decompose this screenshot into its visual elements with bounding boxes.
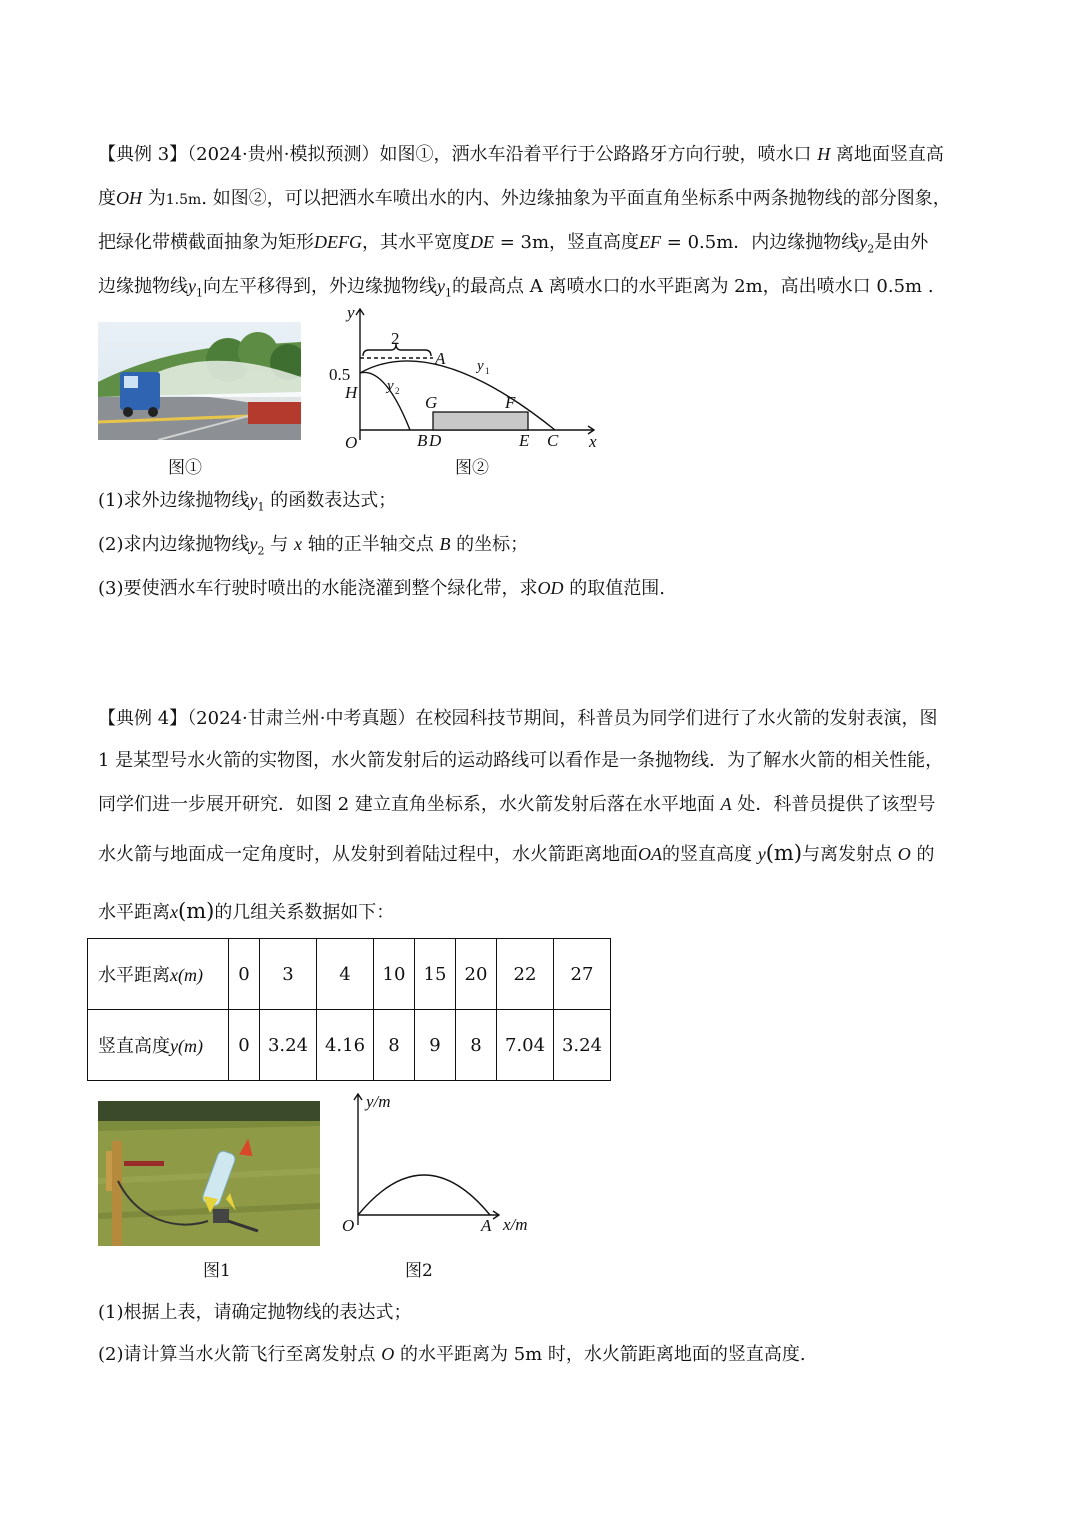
ex3-var: y <box>249 490 258 510</box>
ex3-text: = 3m，竖直高度 <box>499 232 640 253</box>
ex3-value: 1.5m <box>165 192 202 208</box>
ex3-line-1 <box>98 140 944 166</box>
ex4-diag-y: y/m <box>366 1092 391 1111</box>
ex4-source: （2024·甘肃兰州·中考真题） <box>187 708 416 729</box>
ex3-text: ，其水平宽度 <box>362 232 470 253</box>
ex3-diag-G: G <box>425 393 438 412</box>
ex3-text: 边缘抛物线 <box>98 276 188 297</box>
ex3-tag: 【典例 3】 <box>98 144 188 165</box>
table-cell: 4.16 <box>317 1010 374 1081</box>
ex3-question-1 <box>98 486 396 514</box>
ex4-parabola <box>358 1175 490 1215</box>
table-cell: 9 <box>415 1010 456 1081</box>
table-cell: 7.04 <box>497 1010 554 1081</box>
table-row-y-header <box>88 1010 229 1081</box>
table-cell: 8 <box>374 1010 415 1081</box>
ex3-diag-half: 0.5 <box>329 365 351 384</box>
table-cell: 22 <box>497 939 554 1010</box>
ex3-text: 的坐标； <box>456 534 529 555</box>
ex3-line-2 <box>98 184 951 210</box>
ex3-diag-y2-sub: 2 <box>395 386 400 396</box>
table-row-x-header <box>88 939 229 1010</box>
ex4-text: 的 <box>916 844 935 865</box>
ex4-tag: 【典例 4】 <box>98 708 188 729</box>
ex3-text: 把绿化带横截面抽象为矩形 <box>98 232 314 253</box>
table-cell: 0 <box>229 1010 260 1081</box>
ex3-sub: 1 <box>196 286 203 300</box>
table-cell: 0 <box>229 939 260 1010</box>
ex4-diagram <box>330 1085 545 1245</box>
table-cell: 27 <box>554 939 611 1010</box>
ex3-text: 度 <box>98 188 116 209</box>
table-x-unit: (m) <box>178 965 203 985</box>
ex4-text: 1 是某型号水火箭的实物图，水火箭发射后的运动路线可以看作是一条抛物线．为了解水火箭的相关性能， <box>98 750 944 771</box>
ex4-var: O <box>897 844 911 864</box>
ex4-text: 的竖直高度 <box>662 844 752 865</box>
ex3-line-3 <box>98 228 928 256</box>
ex4-var: OA <box>638 844 662 864</box>
ex3-text: 如图①，洒水车沿着平行于公路路牙方向行驶，喷水口 <box>379 144 812 165</box>
ex4-diag-x: x/m <box>503 1215 528 1234</box>
ex3-curve-y2 <box>360 372 410 430</box>
ex4-line-3 <box>98 790 935 816</box>
ex3-diag-two: 2 <box>391 329 400 348</box>
ex3-var: y <box>249 534 258 554</box>
ex4-data-table <box>87 938 611 1081</box>
ex3-text: 为 <box>147 188 166 209</box>
ex4-text: 与离发射点 <box>802 844 893 865</box>
ex3-text: 是由外 <box>874 232 929 253</box>
ex4-line-1 <box>98 704 937 730</box>
ex4-text: (2)请计算当水火箭飞行至离发射点 <box>98 1344 376 1365</box>
ex3-var: EF <box>639 232 662 252</box>
water-rocket-photo <box>98 1101 320 1246</box>
ex4-fig2-caption: 图2 <box>405 1261 433 1281</box>
ex3-green-belt-rect <box>433 412 528 430</box>
ex3-text: 与 <box>270 534 289 555</box>
ex4-var: y <box>757 844 766 864</box>
ex4-text: 的几组关系数据如下： <box>214 902 395 923</box>
ex3-text: = 0.5m．内边缘抛物线 <box>666 232 860 253</box>
ex3-text: . 如图②，可以把洒水车喷出水的内、外边缘抽象为平面直角坐标系中两条抛物线的部分图象， <box>201 188 951 209</box>
ex3-source: （2024·贵州·模拟预测） <box>187 144 380 165</box>
ex3-sub: 1 <box>445 286 452 300</box>
ex3-fig2-caption: 图② <box>455 458 489 478</box>
ex3-diag-y2: y <box>387 378 394 394</box>
ex3-diag-F: F <box>505 393 516 412</box>
table-cell: 3.24 <box>260 1010 317 1081</box>
ex3-diag-y: y <box>347 303 355 322</box>
table-x-var: x <box>170 965 178 985</box>
ex3-diag-y1-sub: 1 <box>485 366 490 376</box>
ex3-var: x <box>293 534 302 554</box>
ex3-text: 向左平移得到，外边缘抛物线 <box>203 276 437 297</box>
table-cell: 10 <box>374 939 415 1010</box>
table-row-x <box>88 939 611 1010</box>
ex3-diag-B: B <box>417 431 428 450</box>
ex3-fig1-caption: 图① <box>168 458 202 478</box>
ex3-var: DE <box>470 232 494 252</box>
ex4-line-4 <box>98 840 935 866</box>
ex4-var: x <box>170 902 178 922</box>
ex3-line-4 <box>98 272 934 300</box>
ex3-diag-x: x <box>589 432 597 451</box>
ex4-line-2 <box>98 746 943 772</box>
table-y-label: 竖直高度 <box>98 1036 170 1057</box>
ex3-var: y <box>437 276 445 296</box>
ex3-diagram <box>325 300 610 455</box>
ex4-question-2 <box>98 1340 806 1366</box>
ex3-question-3 <box>98 574 665 600</box>
table-cell: 20 <box>456 939 497 1010</box>
ex4-diag-A: A <box>481 1216 492 1235</box>
table-cell: 3 <box>260 939 317 1010</box>
ex4-text: (1)根据上表，请确定抛物线的表达式； <box>98 1302 412 1323</box>
ex4-var: O <box>381 1344 395 1364</box>
ex3-sub: 2 <box>257 544 265 558</box>
ex3-diag-origin: O <box>345 433 358 452</box>
table-x-label: 水平距离 <box>98 965 170 986</box>
ex3-diag-A: A <box>435 349 446 368</box>
ex3-diag-E: E <box>519 431 530 450</box>
table-cell: 15 <box>415 939 456 1010</box>
table-row-y <box>88 1010 611 1081</box>
table-y-var: y <box>170 1036 178 1056</box>
ex3-diag-C: C <box>547 431 559 450</box>
ex3-var: H <box>817 144 831 164</box>
table-cell: 3.24 <box>554 1010 611 1081</box>
ex3-sub: 1 <box>257 500 265 514</box>
ex3-question-2 <box>98 530 528 558</box>
ex3-diag-D: D <box>429 431 442 450</box>
ex3-diag-y1: y <box>477 358 484 374</box>
ex3-var: y <box>188 276 196 296</box>
table-cell: 4 <box>317 939 374 1010</box>
ex3-text: 的函数表达式； <box>270 490 397 511</box>
table-y-unit: (m) <box>178 1036 203 1056</box>
ex4-fig1-caption: 图1 <box>203 1261 231 1281</box>
ex3-text: 离地面竖直高 <box>835 144 944 165</box>
ex4-text: 水平距离 <box>98 902 170 923</box>
ex4-text: 同学们进一步展开研究．如图 2 建立直角坐标系，水火箭发射后落在水平地面 <box>98 794 715 815</box>
ex4-text: 水火箭与地面成一定角度时，从发射到着陆过程中，水火箭距离地面 <box>98 844 638 865</box>
ex3-var: OH <box>116 188 142 208</box>
ex3-text: 的取值范围. <box>569 578 665 599</box>
ex3-var: B <box>439 534 451 554</box>
ex3-var: y <box>859 232 868 252</box>
ex4-var: A <box>720 794 732 814</box>
ex4-unit: (m) <box>178 899 215 923</box>
water-truck-photo <box>98 322 301 440</box>
ex3-text: 的最高点 A 离喷水口的水平距离为 2m，高出喷水口 0.5m . <box>452 276 934 297</box>
ex3-text: (3)要使洒水车行驶时喷出的水能浇灌到整个绿化带，求 <box>98 578 538 599</box>
ex3-var: DEFG <box>314 232 362 252</box>
ex3-sub: 2 <box>867 242 875 256</box>
ex4-diag-origin: O <box>342 1216 355 1235</box>
ex3-diag-H: H <box>345 383 358 402</box>
table-cell: 8 <box>456 1010 497 1081</box>
ex4-question-1 <box>98 1298 412 1324</box>
ex3-text: (1)求外边缘抛物线 <box>98 490 250 511</box>
ex3-text: 轴的正半轴交点 <box>307 534 434 555</box>
ex4-text: 在校园科技节期间，科普员为同学们进行了水火箭的发射表演，图 <box>415 708 938 729</box>
ex3-text: (2)求内边缘抛物线 <box>98 534 250 555</box>
ex4-line-5 <box>98 898 394 924</box>
ex4-text: 处．科普员提供了该型号 <box>737 794 936 815</box>
ex3-var: OD <box>537 578 564 598</box>
ex4-text: 的水平距离为 5m 时，水火箭距离地面的竖直高度. <box>399 1344 806 1365</box>
ex4-unit: (m) <box>765 841 803 865</box>
